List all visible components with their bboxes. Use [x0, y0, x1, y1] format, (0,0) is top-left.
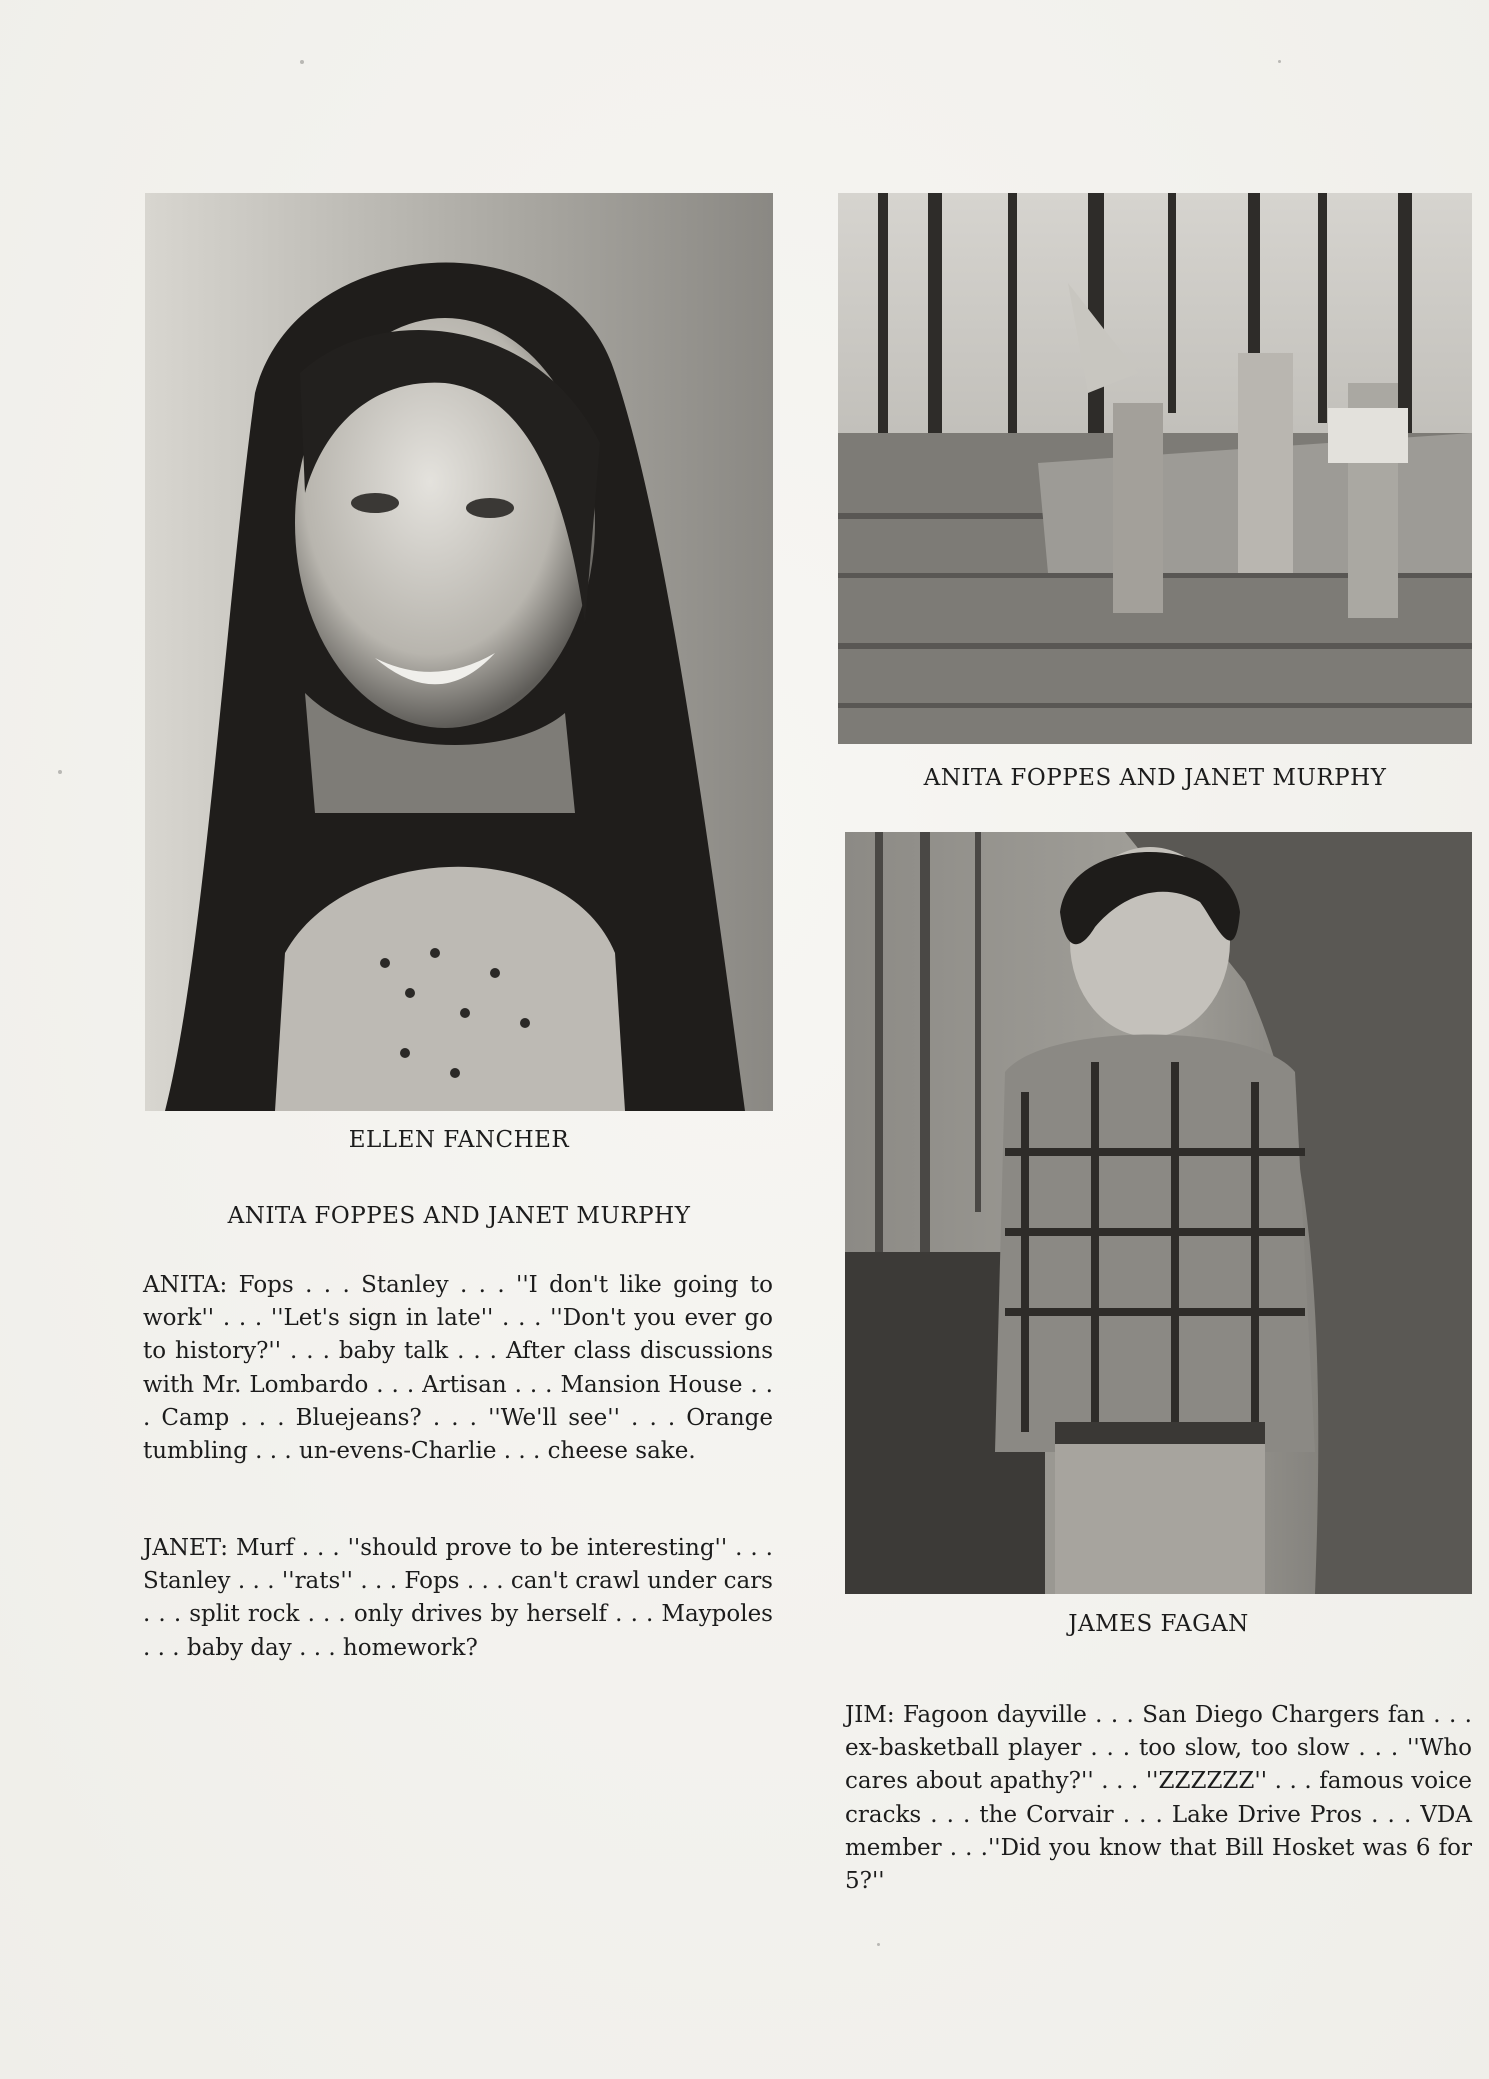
paper-speck — [300, 60, 304, 64]
anita-janet-heading: ANITA FOPPES AND JANET MURPHY — [227, 1203, 691, 1229]
james-fagan-photo — [845, 832, 1472, 1594]
paper-speck — [1278, 60, 1281, 63]
paper-speck — [877, 1943, 880, 1946]
janet-bio: JANET: Murf . . . ''should prove to be interesting'' . . . Stanley . . . ''rats'' . . . Fops . . . can't crawl under cars . . . split rock . . . only drives by herself . . . Maypoles . . . baby day . . . homework? — [143, 1535, 773, 1661]
jim-bio: JIM: Fagoon dayville . . . San Diego Chargers fan . . . ex-basketball player . . . too slow, too slow . . . ''Who cares about apathy?'' . . . ''ZZZZZZ'' . . . famous voice cracks . . . the Corvair . . . Lake Drive Pros . . . VDA member . . .''Did you know that Bill Hosket was 6 for 5?'' — [845, 1702, 1472, 1895]
anita-bio: ANITA: Fops . . . Stanley . . . ''I don't like going to work'' . . . ''Let's sign in late'' . . . ''Don't you ever go to history?'' . . . baby talk . . . After class discussions with Mr. Lombardo . . . Artisan . . . Mansion House . . . Camp . . . Bluejeans? . . . ''We'll see'' . . . Orange tumbling . . . un-evens-Charlie . . . cheese sake. — [143, 1272, 773, 1465]
anita-janet-caption: ANITA FOPPES AND JANET MURPHY — [923, 765, 1387, 791]
james-fagan-caption: JAMES FAGAN — [1068, 1611, 1249, 1637]
paper-speck — [58, 770, 62, 774]
ellen-fancher-photo — [145, 193, 773, 1111]
ellen-fancher-caption: ELLEN FANCHER — [348, 1127, 570, 1153]
anita-janet-photo — [838, 193, 1472, 744]
